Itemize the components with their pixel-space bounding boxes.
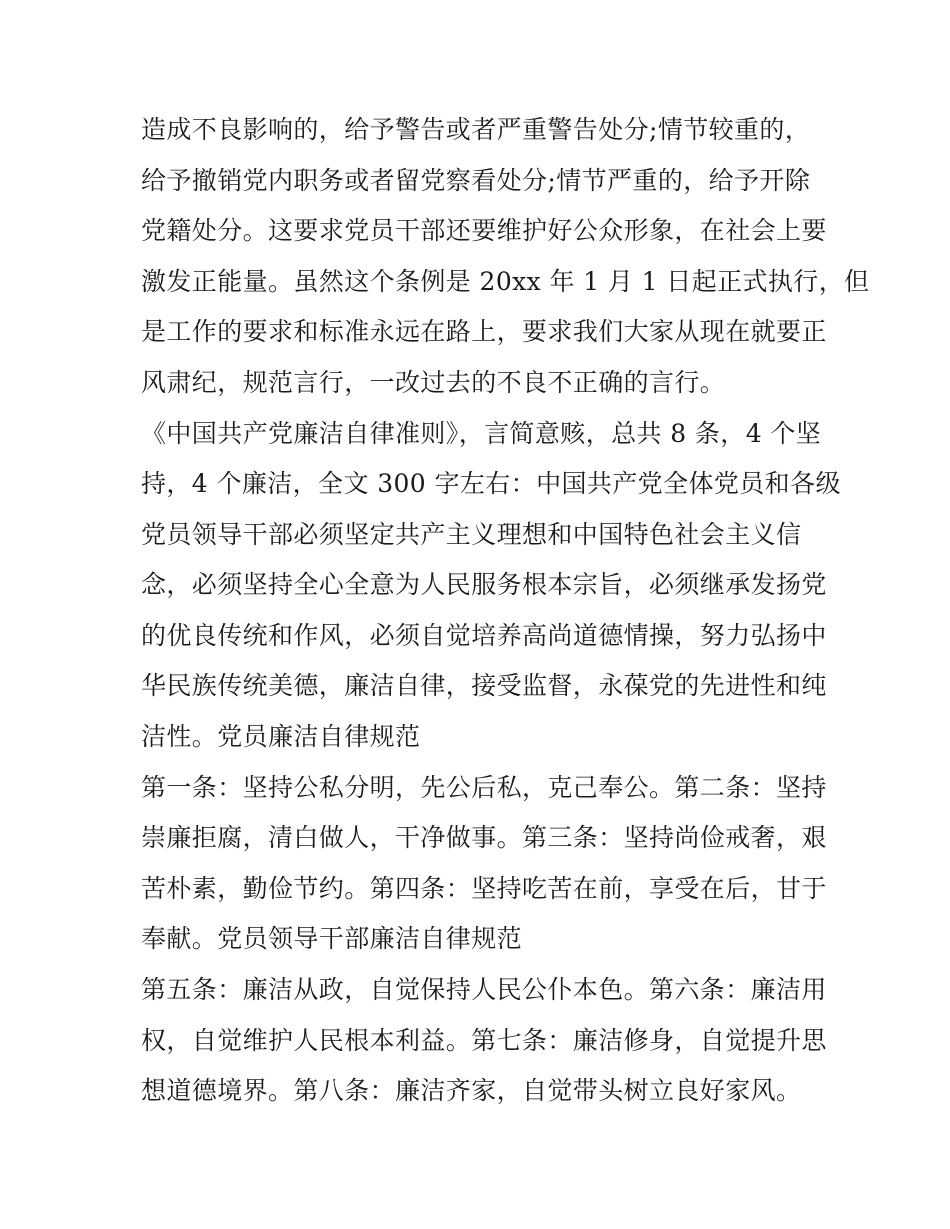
text-line: 给予撤销党内职务或者留党察看处分;情节严重的，给予开除: [141, 166, 811, 195]
text-line: 崇廉拒腐，清白做人，干净做事。第三条：坚持尚俭戒奢，艰: [141, 823, 827, 852]
text-line: 苦朴素，勤俭节约。第四条：坚持吃苦在前，享受在后，甘于: [141, 874, 827, 903]
text-line: 洁性。党员廉洁自律规范: [141, 722, 421, 751]
text-line: 激发正能量。虽然这个条例是 20xx 年 1 月 1 日起正式执行，但: [141, 267, 870, 296]
text-line: 造成不良影响的，给予警告或者严重警告处分;情节较重的，: [141, 115, 811, 144]
text-line: 第五条：廉洁从政，自觉保持人民公仆本色。第六条：廉洁用: [141, 975, 827, 1004]
text-line: 持，4 个廉洁，全文 300 字左右：中国共产党全体党员和各级: [141, 469, 841, 498]
text-line: 是工作的要求和标准永远在路上，要求我们大家从现在就要正: [141, 317, 827, 346]
text-line: 党籍处分。这要求党员干部还要维护好公众形象，在社会上要: [141, 216, 827, 245]
text-line: 风肃纪，规范言行，一改过去的不良不正确的言行。: [141, 368, 726, 397]
text-line: 《中国共产党廉洁自律准则》，言简意赅，总共 8 条，4 个坚: [141, 419, 822, 448]
text-line: 想道德境界。第八条：廉洁齐家，自觉带头树立良好家风。: [141, 1076, 802, 1105]
text-line: 的优良传统和作风，必须自觉培养高尚道德情操，努力弘扬中: [141, 621, 827, 650]
text-line: 奉献。党员领导干部廉洁自律规范: [141, 924, 523, 953]
text-line: 第一条：坚持公私分明，先公后私，克己奉公。第二条：坚持: [141, 773, 827, 802]
text-line: 党员领导干部必须坚定共产主义理想和中国特色社会主义信: [141, 520, 802, 549]
text-line: 权，自觉维护人民根本利益。第七条：廉洁修身，自觉提升思: [141, 1026, 827, 1055]
text-line: 华民族传统美德，廉洁自律，接受监督，永葆党的先进性和纯: [141, 671, 827, 700]
text-line: 念，必须坚持全心全意为人民服务根本宗旨，必须继承发扬党: [141, 570, 827, 599]
